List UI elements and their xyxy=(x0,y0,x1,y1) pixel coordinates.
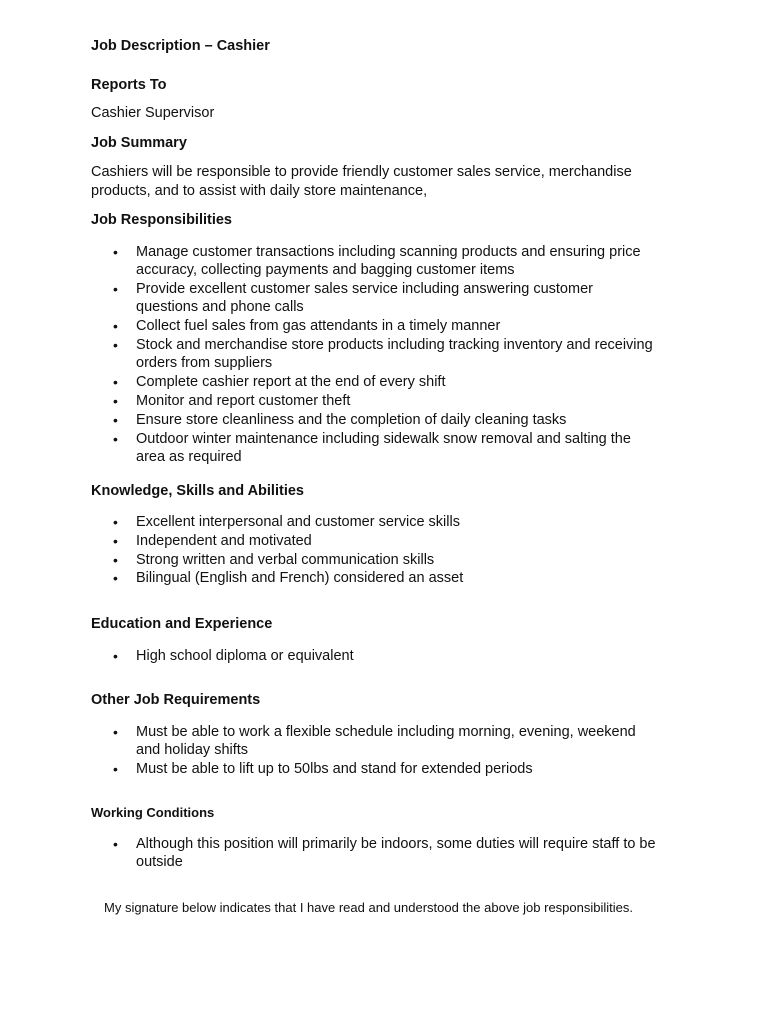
list-item: Independent and motivated xyxy=(136,532,312,549)
signature-note: My signature below indicates that I have read and understood the above job responsibilities. xyxy=(104,900,633,915)
list-item: Manage customer transactions including scanning products and ensuring price xyxy=(136,244,641,260)
list-item: High school diploma or equivalent xyxy=(136,648,354,664)
list-item: Complete cashier report at the end of every shift xyxy=(136,374,446,391)
list-item: Outdoor winter maintenance including sidewalk snow removal and salting the xyxy=(136,430,631,447)
list-item: and holiday shifts xyxy=(136,742,249,759)
list-item: outside xyxy=(136,854,183,871)
list-item: Must be able to lift up to 50lbs and stand for extended periods xyxy=(136,761,533,778)
education-heading: Education and Experience xyxy=(91,616,273,632)
list-item: accuracy, collecting payments and bagging customer items xyxy=(136,262,515,279)
bullet-icon: • xyxy=(113,648,118,664)
other-requirements-heading: Other Job Requirements xyxy=(91,692,261,708)
working-conditions-heading: Working Conditions xyxy=(91,805,215,820)
bullet-icon: • xyxy=(113,411,118,428)
bullet-icon: • xyxy=(113,318,118,335)
reports-to-value: Cashier Supervisor xyxy=(91,105,215,121)
list-item: Must be able to work a flexible schedule including morning, evening, weekend xyxy=(136,724,636,740)
list-item: Collect fuel sales from gas attendants in a timely manner xyxy=(136,318,501,335)
bullet-icon: • xyxy=(113,244,118,260)
job-summary-heading: Job Summary xyxy=(91,135,187,151)
bullet-icon: • xyxy=(113,570,118,587)
list-item: orders from suppliers xyxy=(136,355,273,372)
bullet-icon: • xyxy=(113,281,118,298)
bullet-icon: • xyxy=(113,761,118,778)
list-item: Monitor and report customer theft xyxy=(136,392,351,409)
bullet-icon: • xyxy=(113,514,118,530)
list-item: Ensure store cleanliness and the completion of daily cleaning tasks xyxy=(136,411,567,428)
list-item: questions and phone calls xyxy=(136,299,304,316)
list-item: Strong written and verbal communication skills xyxy=(136,551,435,568)
reports-to-heading: Reports To xyxy=(91,77,167,93)
skills-heading: Knowledge, Skills and Abilities xyxy=(91,483,304,499)
bullet-icon: • xyxy=(113,392,118,409)
bullet-icon: • xyxy=(113,836,118,852)
bullet-icon: • xyxy=(113,724,118,740)
list-item: area as required xyxy=(136,448,242,465)
bullet-icon: • xyxy=(113,374,118,391)
list-item: Although this position will primarily be indoors, some duties will require staff to be xyxy=(136,836,656,852)
bullet-icon: • xyxy=(113,430,118,447)
list-item: Bilingual (English and French) considered an asset xyxy=(136,570,464,587)
bullet-icon: • xyxy=(113,337,118,353)
job-summary-line: products, and to assist with daily store maintenance, xyxy=(91,183,428,199)
bullet-icon: • xyxy=(113,532,118,549)
list-item: Provide excellent customer sales service including answering customer xyxy=(136,281,593,298)
list-item: Excellent interpersonal and customer service skills xyxy=(136,514,460,530)
bullet-icon: • xyxy=(113,551,118,568)
job-summary-line: Cashiers will be responsible to provide friendly customer sales service, merchandise xyxy=(91,164,632,180)
document-title: Job Description – Cashier xyxy=(91,38,270,54)
responsibilities-heading: Job Responsibilities xyxy=(91,212,232,228)
list-item: Stock and merchandise store products including tracking inventory and receiving xyxy=(136,337,653,353)
